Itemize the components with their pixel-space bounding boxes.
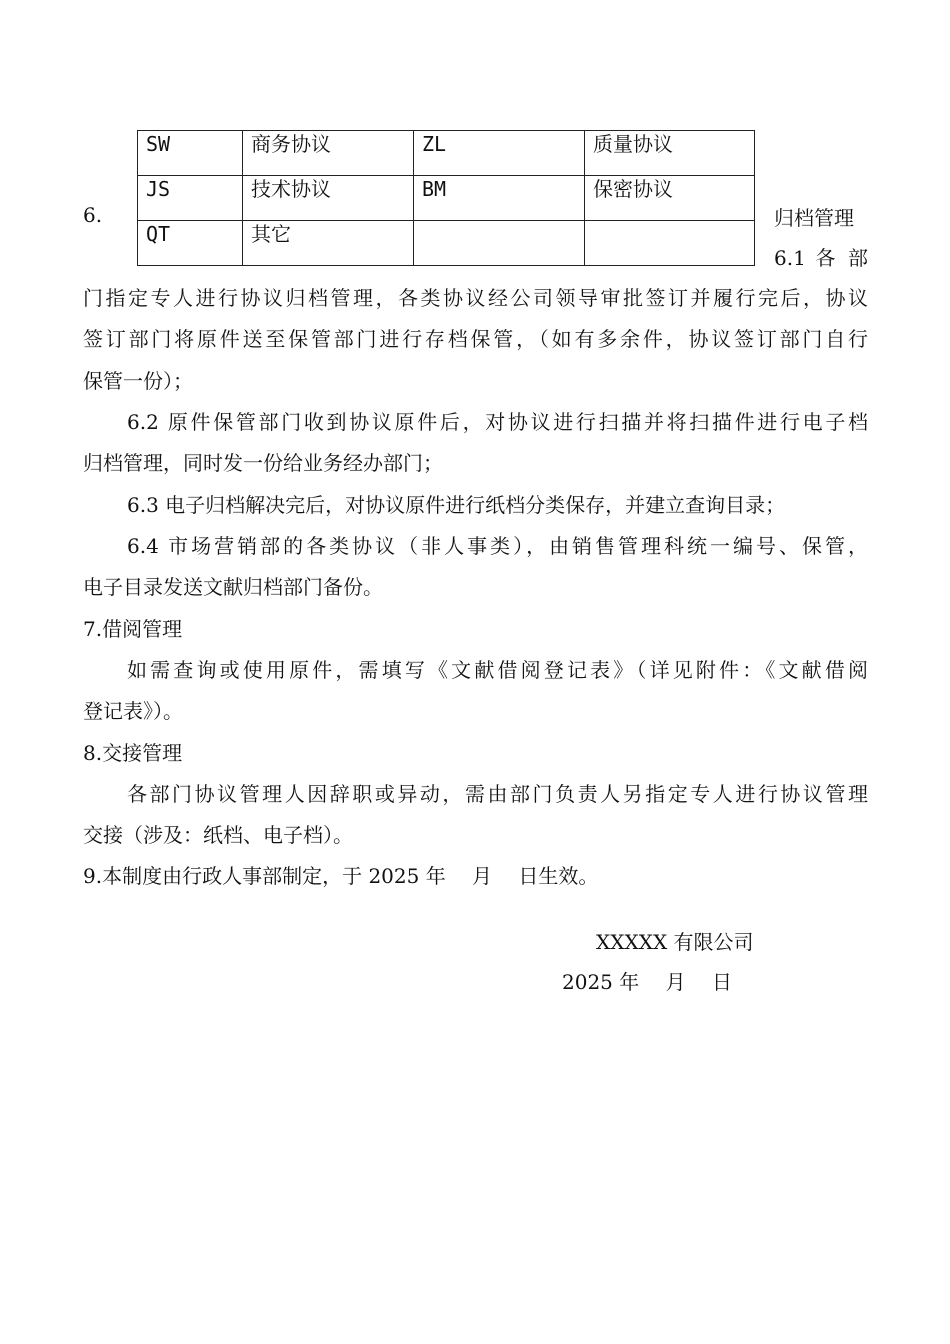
table-cell bbox=[414, 221, 585, 266]
paragraph-line: 登记表》）。 bbox=[83, 699, 183, 723]
paragraph-start: 6.1 各 部 bbox=[774, 246, 868, 270]
paragraph-line: 6.2 原件保管部门收到协议原件后，对协议进行扫描并将扫描件进行电子档 bbox=[127, 410, 868, 434]
table-cell: 保密协议 bbox=[585, 176, 755, 221]
table-cell: 商务协议 bbox=[243, 131, 414, 176]
paragraph-line: 如需查询或使用原件，需填写《文献借阅登记表》（详见附件：《文献借阅 bbox=[127, 658, 868, 682]
paragraph-line: 保管一份）； bbox=[83, 369, 193, 393]
paragraph-line: 签订部门将原件送至保管部门进行存档保管，（如有多余件，协议签订部门自行 bbox=[83, 327, 868, 351]
section-heading: 8.交接管理 bbox=[83, 741, 183, 765]
table-row bbox=[138, 221, 755, 266]
effective-date-clause: 9.本制度由行政人事部制定，于 2025 年 月 日生效。 bbox=[83, 864, 599, 888]
company-name: XXXXX 有限公司 bbox=[596, 930, 754, 954]
signature-date: 2025 年 月 日 bbox=[562, 970, 732, 994]
paragraph-line: 归档管理，同时发一份给业务经办部门； bbox=[83, 451, 443, 475]
table-cell: ZL bbox=[414, 131, 585, 176]
table-row bbox=[138, 131, 755, 176]
table-cell: 技术协议 bbox=[243, 176, 414, 221]
paragraph-line: 6.4 市场营销部的各类协议（非人事类），由销售管理科统一编号、保管， bbox=[127, 534, 868, 558]
table-cell: SW bbox=[138, 131, 243, 176]
table-cell: 其它 bbox=[243, 221, 414, 266]
table-cell bbox=[585, 221, 755, 266]
table-cell: JS bbox=[138, 176, 243, 221]
agreement-code-table bbox=[137, 130, 755, 266]
table-cell: QT bbox=[138, 221, 243, 266]
section-heading: 7.借阅管理 bbox=[83, 617, 183, 641]
paragraph-line: 6.3 电子归档解决完后，对协议原件进行纸档分类保存，并建立查询目录； bbox=[127, 493, 786, 517]
paragraph-line: 电子目录发送文献归档部门备份。 bbox=[83, 575, 383, 599]
section-title: 归档管理 bbox=[774, 206, 854, 230]
table-cell: 质量协议 bbox=[585, 131, 755, 176]
table-cell: BM bbox=[414, 176, 585, 221]
paragraph-line: 门指定专人进行协议归档管理，各类协议经公司领导审批签订并履行完后，协议 bbox=[83, 286, 868, 310]
paragraph-line: 交接（涉及：纸档、电子档）。 bbox=[83, 823, 353, 847]
table-row bbox=[138, 176, 755, 221]
section-number: 6. bbox=[83, 203, 103, 227]
paragraph-line: 各部门协议管理人因辞职或异动，需由部门负责人另指定专人进行协议管理 bbox=[127, 782, 868, 806]
